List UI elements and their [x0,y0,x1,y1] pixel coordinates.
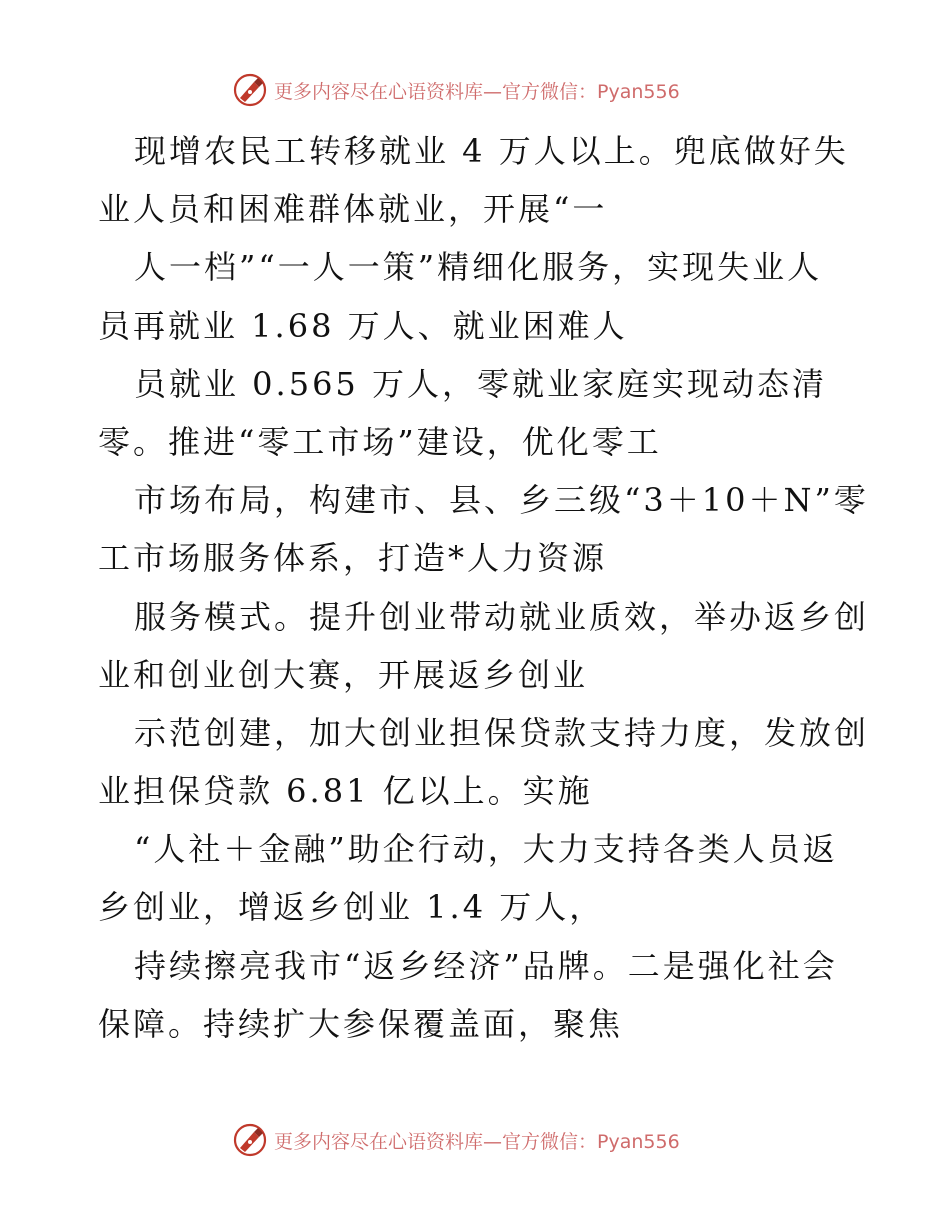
document-body [98,122,870,1053]
footer-watermark-banner [232,1120,722,1160]
text-line-6: 零。推进“零工市场”建设，优化零工 [98,422,662,461]
text-line-15: 持续擦亮我市“返乡经济”品牌。二是强化社会 [134,946,838,985]
text-line-16: 保障。持续扩大参保覆盖面，聚焦 [98,1004,624,1043]
footer-watermark-text: 更多内容尽在心语资料库—官方微信：Pyan556 [274,1130,680,1153]
text-line-12: 业担保贷款 6.81 亿以上。实施 [98,772,593,811]
text-line-13: “人社＋金融”助企行动，大力支持各类人员返 [134,830,838,869]
pen-nib-logo-icon [232,1122,268,1158]
text-line-9: 服务模式。提升创业带动就业质效，举办返乡创 [134,597,870,636]
text-line-11: 示范创建，加大创业担保贷款支持力度，发放创 [134,713,870,752]
text-line-2: 业人员和困难群体就业，开展“一 [98,190,608,229]
text-line-5: 员就业 0.565 万人，零就业家庭实现动态清 [134,364,827,403]
text-line-8: 工市场服务体系，打造*人力资源 [98,539,608,578]
text-line-3: 人一档”“一人一策”精细化服务，实现失业人 [134,248,823,287]
text-line-4: 员再就业 1.68 万人、就业困难人 [98,306,628,345]
text-line-7: 市场布局，构建市、县、乡三级“3＋10＋N”零 [134,481,869,520]
header-watermark-banner [232,70,722,110]
text-line-1: 现增农民工转移就业 4 万人以上。兜底做好失 [134,132,849,170]
pen-nib-logo-icon [232,72,268,108]
text-line-10: 业和创业创大赛，开展返乡创业 [98,655,589,694]
text-line-14: 乡创业，增返乡创业 1.4 万人， [98,888,605,927]
header-watermark-text: 更多内容尽在心语资料库—官方微信：Pyan556 [274,80,680,103]
